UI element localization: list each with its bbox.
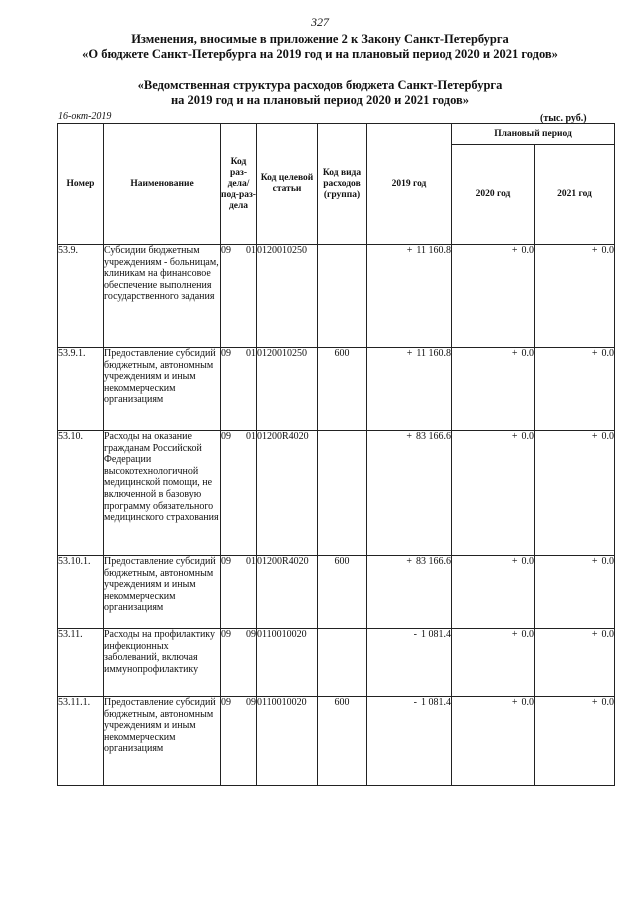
column-header-2019: 2019 год — [367, 124, 452, 245]
row-amount-2021: 0.0 — [601, 629, 614, 640]
row-value-2019 — [367, 697, 452, 786]
row-expense-type — [318, 431, 367, 556]
row-number: 53.9. — [58, 245, 104, 348]
row-amount-2020: 0.0 — [521, 245, 534, 256]
row-value-2021 — [535, 697, 615, 786]
row-sign-2020: + — [511, 556, 518, 567]
row-target-code: 01200R4020 — [257, 431, 318, 556]
row-expense-type — [318, 629, 367, 697]
row-target-code: 0110010020 — [257, 629, 318, 697]
row-target-code: 0110010020 — [257, 697, 318, 786]
page-number: 327 — [311, 15, 329, 29]
row-name: Предоставление субсидий бюджетным, автономным учреждениям и иным некоммерческим организациям — [104, 348, 221, 431]
row-value-2020 — [452, 556, 535, 629]
row-subsection-code: 01 — [238, 556, 257, 629]
row-subsection-code: 09 — [238, 697, 257, 786]
row-value-2020 — [452, 245, 535, 348]
row-number: 53.11. — [58, 629, 104, 697]
row-subsection-code: 01 — [238, 245, 257, 348]
row-chapter-code: 09 — [221, 245, 238, 348]
row-amount-2019: 83 166.6 — [416, 556, 451, 567]
row-value-2021 — [535, 431, 615, 556]
row-subsection-code: 09 — [238, 629, 257, 697]
column-header-section-code: Код раз-дела/ под-раз-дела — [221, 124, 257, 245]
row-value-2019 — [367, 629, 452, 697]
row-value-2019 — [367, 245, 452, 348]
budget-table — [57, 123, 615, 786]
subtitle-line-1: «Ведомственная структура расходов бюджета Санкт-Петербурга — [137, 78, 503, 92]
row-sign-2020: + — [511, 245, 518, 256]
column-header-target-code: Код целевой статьи — [257, 124, 318, 245]
row-amount-2021: 0.0 — [601, 348, 614, 359]
table-row — [58, 431, 615, 556]
column-header-2021: 2021 год — [535, 145, 615, 245]
row-sign-2019: - — [413, 697, 417, 708]
row-value-2019 — [367, 431, 452, 556]
row-subsection-code: 01 — [238, 348, 257, 431]
row-sign-2019: + — [406, 556, 412, 567]
row-name: Расходы на оказание гражданам Российской Федерации высокотехнологичной медицинской помощи, не включенной в базовую программу обязательного медицинского страхования — [104, 431, 221, 556]
row-amount-2019: 1 081.4 — [421, 629, 451, 640]
column-header-number: Номер — [58, 124, 104, 245]
column-header-name: Наименование — [104, 124, 221, 245]
row-value-2021 — [535, 629, 615, 697]
row-chapter-code: 09 — [221, 629, 238, 697]
units-label: (тыс. руб.) — [540, 113, 587, 124]
row-sign-2020: + — [511, 348, 518, 359]
row-number: 53.11.1. — [58, 697, 104, 786]
row-sign-2021: + — [591, 348, 598, 359]
subtitle-line-2: на 2019 год и на плановый период 2020 и 2021 годов» — [170, 93, 470, 107]
row-expense-type: 600 — [318, 697, 367, 786]
table-row — [58, 556, 615, 629]
row-value-2020 — [452, 348, 535, 431]
row-chapter-code: 09 — [221, 348, 238, 431]
row-amount-2019: 1 081.4 — [421, 697, 451, 708]
row-amount-2019: 11 160.8 — [416, 245, 451, 256]
row-amount-2021: 0.0 — [601, 245, 614, 256]
document-date: 16-окт-2019 — [58, 111, 112, 122]
row-sign-2021: + — [591, 629, 598, 640]
row-value-2020 — [452, 431, 535, 556]
row-expense-type — [318, 245, 367, 348]
row-target-code: 0120010250 — [257, 245, 318, 348]
row-amount-2021: 0.0 — [601, 431, 614, 442]
row-value-2020 — [452, 629, 535, 697]
row-amount-2021: 0.0 — [601, 556, 614, 567]
row-value-2019 — [367, 348, 452, 431]
row-sign-2019: - — [413, 629, 417, 640]
row-target-code: 0120010250 — [257, 348, 318, 431]
row-sign-2019: + — [406, 348, 413, 359]
title-line-2: «О бюджете Санкт-Петербурга на 2019 год и на плановый период 2020 и 2021 годов» — [82, 47, 558, 61]
row-sign-2021: + — [591, 431, 598, 442]
table-row — [58, 245, 615, 348]
row-sign-2020: + — [511, 697, 518, 708]
title-line-1: Изменения, вносимые в приложение 2 к Закону Санкт-Петербурга — [131, 32, 509, 46]
row-name: Предоставление субсидий бюджетным, автономным учреждениям и иным некоммерческим организациям — [104, 697, 221, 786]
row-target-code: 01200R4020 — [257, 556, 318, 629]
row-amount-2020: 0.0 — [521, 556, 534, 567]
row-sign-2020: + — [511, 431, 518, 442]
column-header-expense-type: Код вида расходов (группа) — [318, 124, 367, 245]
row-amount-2019: 11 160.8 — [416, 348, 451, 359]
row-chapter-code: 09 — [221, 556, 238, 629]
row-amount-2020: 0.0 — [521, 348, 534, 359]
table-row — [58, 697, 615, 786]
row-chapter-code: 09 — [221, 697, 238, 786]
document-subtitle — [0, 78, 640, 108]
row-amount-2021: 0.0 — [601, 697, 614, 708]
row-amount-2020: 0.0 — [521, 629, 534, 640]
row-value-2021 — [535, 348, 615, 431]
row-sign-2019: + — [406, 245, 413, 256]
table-row — [58, 629, 615, 697]
row-name: Субсидии бюджетным учреждениям - больницам, клиникам на финансовое обеспечение выполнения государственного задания — [104, 245, 221, 348]
row-sign-2021: + — [591, 556, 598, 567]
row-expense-type: 600 — [318, 556, 367, 629]
row-subsection-code: 01 — [238, 431, 257, 556]
row-sign-2020: + — [511, 629, 518, 640]
row-amount-2020: 0.0 — [521, 431, 534, 442]
row-value-2021 — [535, 556, 615, 629]
row-expense-type: 600 — [318, 348, 367, 431]
table-row — [58, 348, 615, 431]
row-number: 53.9.1. — [58, 348, 104, 431]
row-sign-2019: + — [406, 431, 412, 442]
row-value-2021 — [535, 245, 615, 348]
row-sign-2021: + — [591, 245, 598, 256]
row-sign-2021: + — [591, 697, 598, 708]
column-header-2020: 2020 год — [452, 145, 535, 245]
row-number: 53.10. — [58, 431, 104, 556]
row-value-2020 — [452, 697, 535, 786]
row-amount-2020: 0.0 — [521, 697, 534, 708]
document-title — [0, 32, 640, 62]
row-name: Расходы на профилактику инфекционных заболеваний, включая иммунопрофилактику — [104, 629, 221, 697]
row-value-2019 — [367, 556, 452, 629]
row-name: Предоставление субсидий бюджетным, автономным учреждениям и иным некоммерческим организациям — [104, 556, 221, 629]
column-header-planned-period: Плановый период — [452, 124, 615, 145]
row-amount-2019: 83 166.6 — [416, 431, 451, 442]
row-number: 53.10.1. — [58, 556, 104, 629]
row-chapter-code: 09 — [221, 431, 238, 556]
